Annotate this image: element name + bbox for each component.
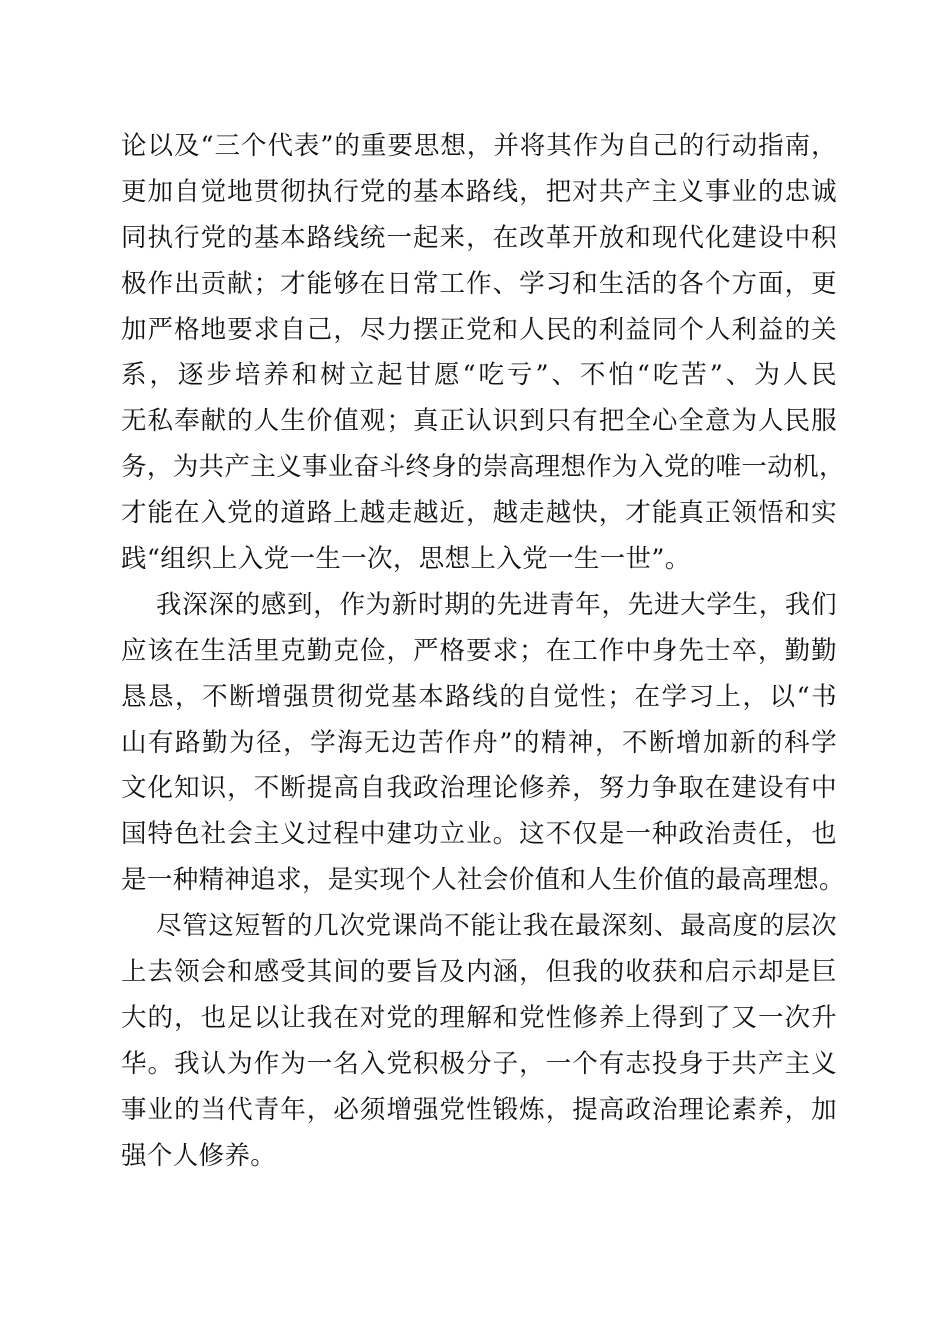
paragraph	[121, 583, 845, 904]
text-line: 践“组织上入党一生一次，思想上入党一生一世”。	[121, 544, 691, 575]
body-text	[121, 124, 845, 1179]
text-line: 无私奉献的人生价值观；真正认识到只有把全心全意为人民服	[121, 406, 837, 437]
text-line: 强个人修养。	[121, 1140, 277, 1171]
text-line: 系，逐步培养和树立起甘愿“吃亏”、不怕“吃苦”、为人民	[121, 360, 837, 391]
text-line: 华。我认为作为一名入党积极分子，一个有志投身于共产主义	[121, 1048, 837, 1079]
text-line: 加严格地要求自己，尽力摆正党和人民的利益同个人利益的关	[121, 314, 837, 345]
text-line: 恳恳，不断增强贯彻党基本路线的自觉性；在学习上，以“书	[121, 681, 837, 712]
text-line: 大的，也足以让我在对党的理解和党性修养上得到了又一次升	[121, 1002, 837, 1033]
text-line: 山有路勤为径，学海无边苦作舟”的精神，不断增加新的科学	[121, 727, 837, 758]
text-line: 论以及“三个代表”的重要思想，并将其作为自己的行动指南，	[121, 131, 837, 161]
paragraph	[121, 904, 837, 1179]
text-line: 我深深的感到，作为新时期的先进青年，先进大学生，我们	[156, 589, 837, 620]
text-line: 务，为共产主义事业奋斗终身的崇高理想作为入党的唯一动机，	[121, 452, 845, 483]
text-line: 文化知识，不断提高自我政治理论修养，努力争取在建设有中	[121, 773, 837, 804]
paragraph	[121, 124, 845, 583]
text-line: 事业的当代青年，必须增强党性锻炼，提高政治理论素养，加	[121, 1094, 837, 1125]
text-line: 国特色社会主义过程中建功立业。这不仅是一种政治责任，也	[121, 819, 837, 850]
text-line: 是一种精神追求，是实现个人社会价值和人生价值的最高理想。	[121, 865, 845, 896]
text-line: 同执行党的基本路线统一起来，在改革开放和现代化建设中积	[121, 222, 837, 253]
text-line: 更加自觉地贯彻执行党的基本路线，把对共产主义事业的忠诚	[121, 176, 837, 207]
text-line: 极作出贡献；才能够在日常工作、学习和生活的各个方面，更	[121, 268, 837, 299]
text-line: 才能在入党的道路上越走越近，越走越快，才能真正领悟和实	[121, 498, 837, 529]
text-line: 上去领会和感受其间的要旨及内涵，但我的收获和启示却是巨	[121, 957, 837, 988]
text-line: 应该在生活里克勤克俭，严格要求；在工作中身先士卒，勤勤	[121, 635, 837, 666]
text-line: 尽管这短暂的几次党课尚不能让我在最深刻、最高度的层次	[156, 911, 837, 942]
